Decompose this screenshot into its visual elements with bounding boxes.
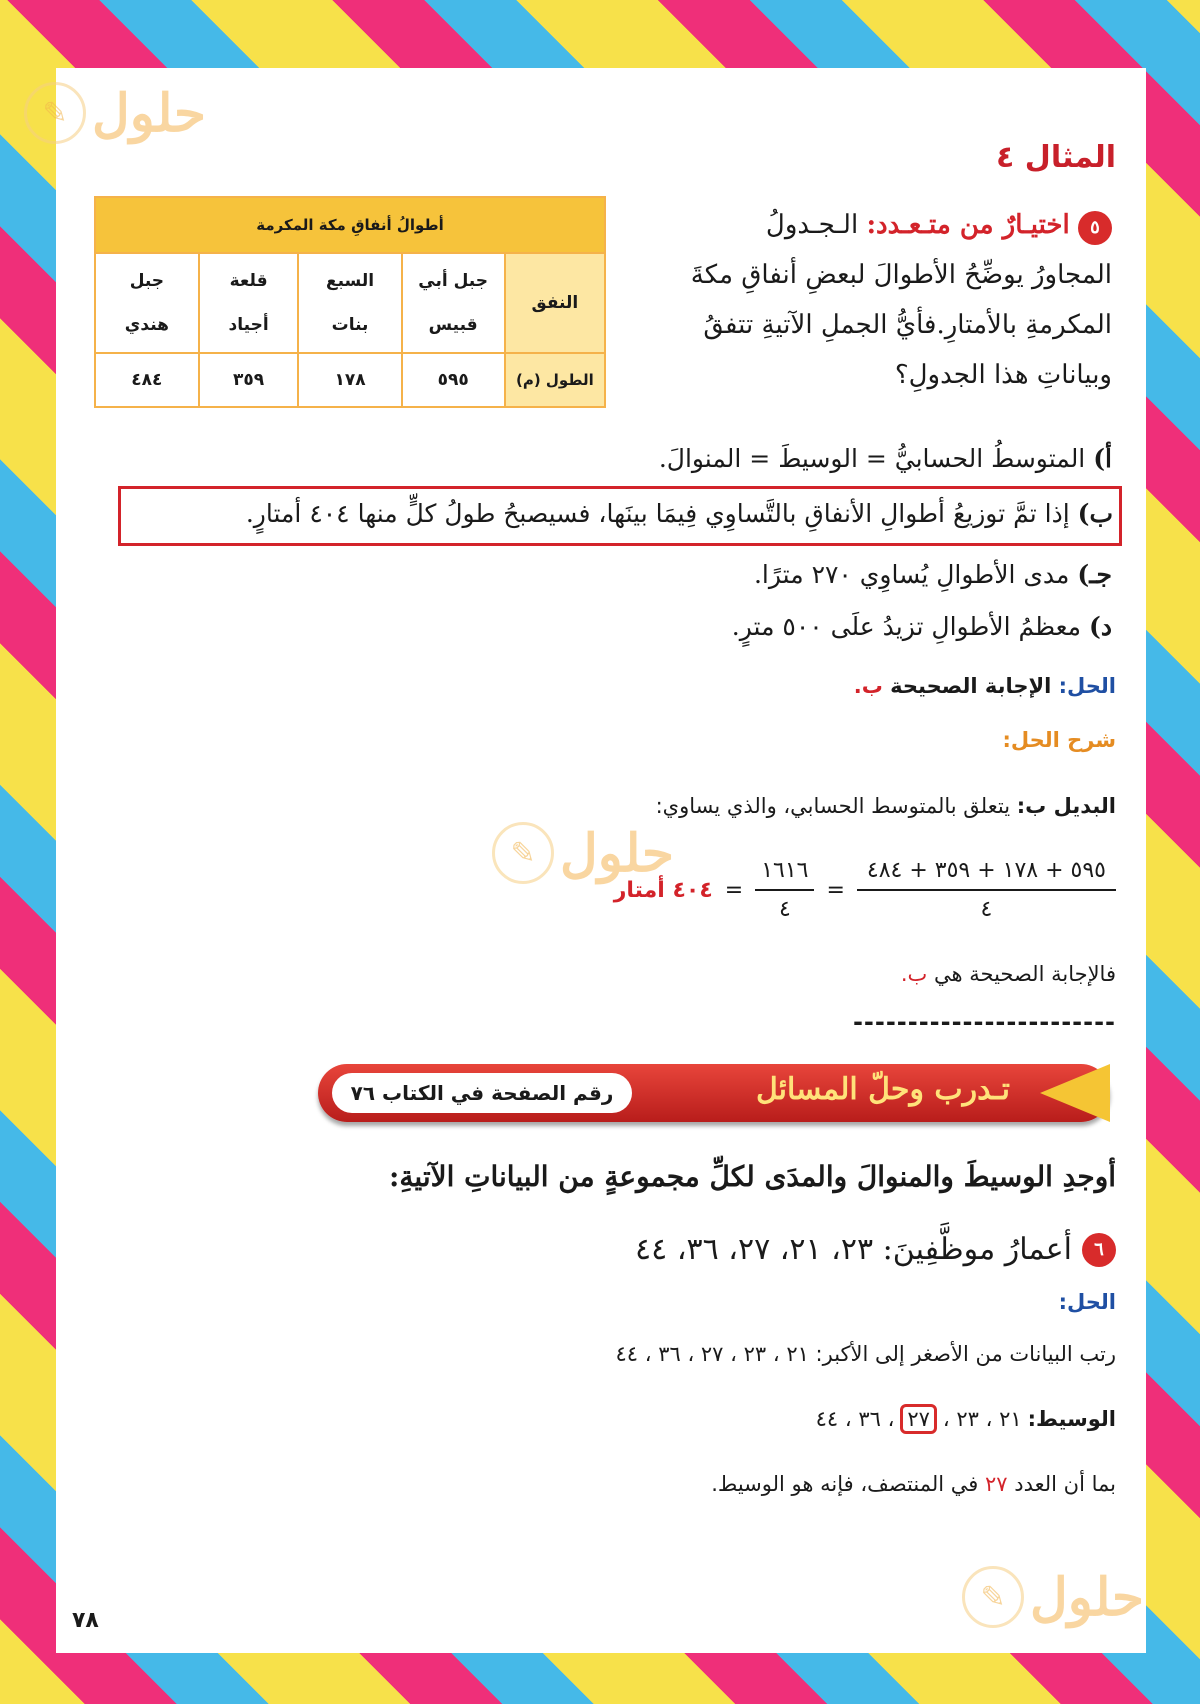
equation-result: ٤٠٤ أمتار	[613, 877, 713, 903]
page-number: ٧٨	[72, 1608, 99, 1633]
question-line-1	[652, 200, 1112, 250]
book-icon: ✎	[492, 822, 554, 884]
arrow-icon	[1040, 1064, 1110, 1122]
median-value-box: ٢٧	[900, 1404, 937, 1434]
row-header-tunnel: النفق	[505, 253, 605, 353]
logo-text: حلول	[92, 82, 207, 144]
banner-title: تـدرب وحلّ المسائل	[755, 1072, 1010, 1107]
option-d: د) معظمُ الأطوالِ تزيدُ علَى ٥٠٠ مترٍ.	[731, 612, 1112, 641]
book-icon: ✎	[962, 1566, 1024, 1628]
tunnel-length-cell: ١٧٨	[298, 353, 401, 407]
option-a: أ) المتوسطُ الحسابيُّ = الوسيطَ = المنوالَ.	[658, 444, 1112, 473]
equation-fraction-2: $\frac{١٦١٦}{٤}$	[755, 858, 814, 922]
equation-fraction-1: $\frac{٥٩٥ + ١٧٨ + ٣٥٩ + ٤٨٤}{٤}$	[857, 858, 1116, 922]
logo-text: حلول	[560, 822, 675, 884]
question-text-1: الـجـدولُ	[765, 210, 859, 240]
practice-banner	[318, 1064, 1110, 1122]
question-text-4: وبياناتِ هذا الجدولِ؟	[894, 360, 1112, 390]
option-b: ب) إذا تمَّ توزيعُ أطوالِ الأنفاقِ بالتَّساوِي فِيمَا بينَها، فسيصبحُ طولُ كلٍّ منها ٤٠٤ أمتارٍ.	[118, 486, 1122, 546]
tunnel-length-cell: ٣٥٩	[199, 353, 299, 407]
tunnel-length-cell: ٤٨٤	[95, 353, 199, 407]
tunnel-name-cell: جبل هندي	[95, 253, 199, 353]
logo	[24, 82, 206, 144]
median-explanation: بما أن العدد ٢٧ في المنتصف، فإنه هو الوسيط.	[711, 1472, 1116, 1496]
exercise-problem	[635, 1232, 1116, 1267]
example-title: المثال ٤	[996, 140, 1116, 175]
options-list	[122, 432, 1112, 654]
tunnel-table	[94, 196, 606, 408]
question-text-2: المجاورُ يوضِّحُ الأطوالَ لبعضِ أنفاقِ مكةَ	[690, 260, 1112, 290]
row-header-length: الطول (م)	[505, 353, 605, 407]
tunnel-name-cell: قلعة أجياد	[199, 253, 299, 353]
divider: ------------------------	[852, 1008, 1116, 1036]
question-text-3: المكرمةِ بالأمتارِ.فأيُّ الجملِ الآتيةِ تتفقُ	[703, 310, 1112, 340]
solution-line: الحل: الإجابة الصحيحة ب.	[853, 674, 1116, 698]
tunnel-length-cell: ٥٩٥	[402, 353, 505, 407]
tunnel-name-cell: جبل أبي قبيس	[402, 253, 505, 353]
explain-label: شرح الحل:	[1002, 728, 1116, 752]
exercise-number: ٦	[1082, 1233, 1116, 1267]
mean-equation: $\frac{٥٩٥ + ١٧٨ + ٣٥٩ + ٤٨٤}{٤}$ = $\frac{١٦١٦}{٤}$ = ٤٠٤ أمتار	[614, 858, 1116, 922]
page-reference: رقم الصفحة في الكتاب ٧٦	[332, 1073, 632, 1113]
tunnel-name-cell: السبع بنات	[298, 253, 401, 353]
conclusion-line: فالإجابة الصحيحة هي ب.	[900, 962, 1116, 986]
question-label: اختيـارٌ من متـعـدد:	[866, 210, 1070, 240]
logo-bottom	[962, 1566, 1144, 1628]
exercise-instruction: أوجدِ الوسيطَ والمنوالَ والمدَى لكلِّ مجموعةٍ من البياناتِ الآتيةِ:	[389, 1160, 1116, 1193]
question-number: ٥	[1078, 211, 1112, 245]
alternative-line: البديل ب: يتعلق بالمتوسط الحسابي، والذي يساوي:	[655, 794, 1116, 818]
median-line: الوسيط: ٢١ ، ٢٣ ، ٢٧ ، ٣٦ ، ٤٤	[816, 1404, 1116, 1434]
option-c: جـ) مدى الأطوالِ يُساوِي ٢٧٠ مترًا.	[753, 560, 1112, 589]
logo-text: حلول	[1030, 1566, 1145, 1628]
exercise-solution-label: الحل:	[1058, 1290, 1116, 1314]
sort-line: رتب البيانات من الأصغر إلى الأكبر: ٢١ ، ٢٣ ، ٢٧ ، ٣٦ ، ٤٤	[615, 1342, 1116, 1366]
book-icon: ✎	[24, 82, 86, 144]
question-block	[652, 200, 1112, 400]
problem-text: أعمارُ موظَّفِينَ: ٢٣، ٢١، ٢٧، ٣٦، ٤٤	[635, 1232, 1072, 1267]
table-title: أطوالُ أنفاقِ مكة المكرمة	[95, 197, 605, 253]
